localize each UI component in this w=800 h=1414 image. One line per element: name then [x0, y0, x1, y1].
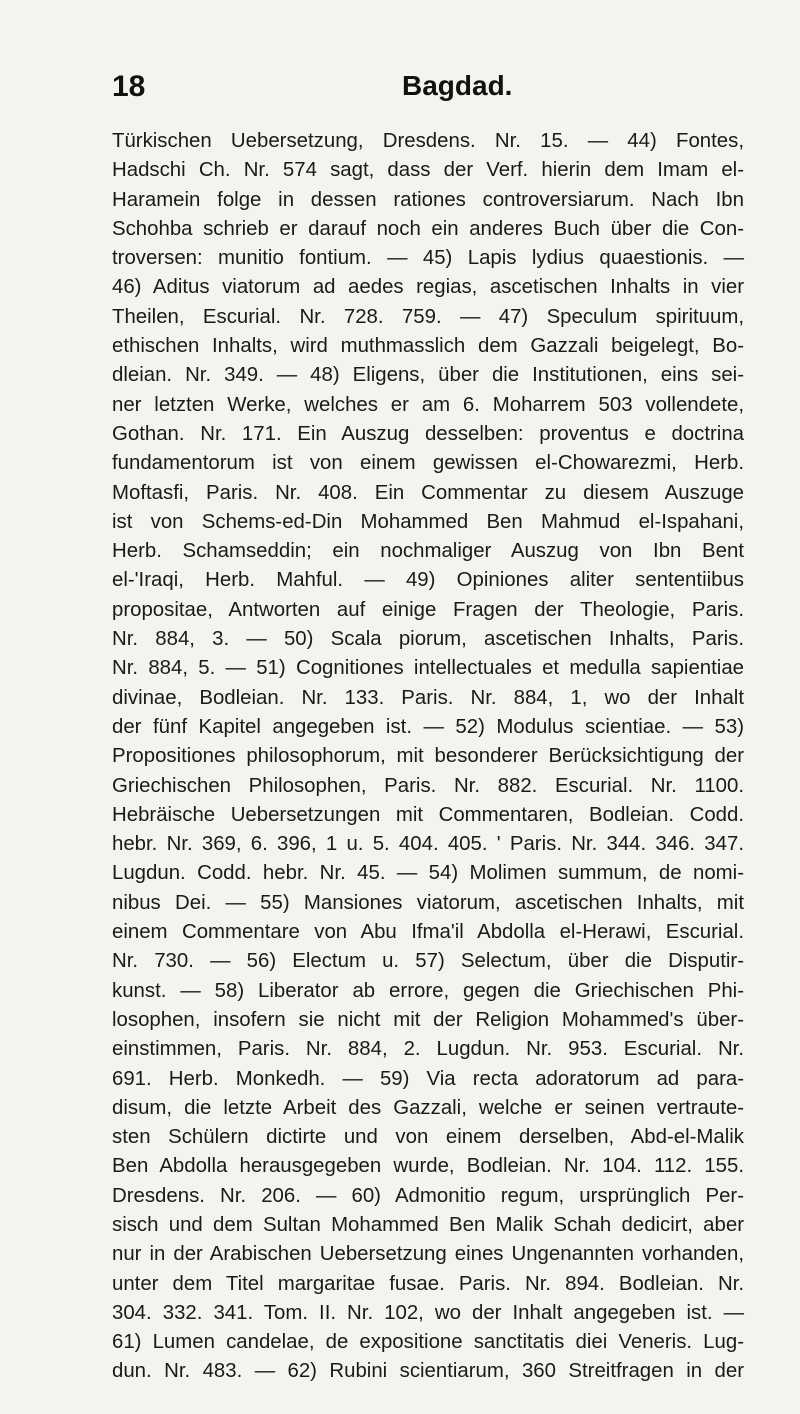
- text-line: fundamentorum ist von einem gewissen el-Chowarezmi, Herb.: [112, 452, 744, 475]
- text-line: einstimmen, Paris. Nr. 884, 2. Lugdun. Nr. 953. Escurial. Nr.: [112, 1038, 744, 1061]
- text-line: Schohba schrieb er darauf noch ein anderes Buch über die Con-: [112, 217, 744, 240]
- text-line: Griechischen Philosophen, Paris. Nr. 882. Escurial. Nr. 1100.: [112, 774, 744, 797]
- text-line: ist von Schems-ed-Din Mohammed Ben Mahmud el-Ispahani,: [112, 510, 744, 533]
- text-line: hebr. Nr. 369, 6. 396, 1 u. 5. 404. 405. ' Paris. Nr. 344. 346. 347.: [112, 833, 744, 856]
- text-line: losophen, insofern sie nicht mit der Religion Mohammed's über-: [112, 1008, 744, 1031]
- text-line: disum, die letzte Arbeit des Gazzali, welche er seinen vertraute-: [112, 1096, 744, 1119]
- text-line: propositae, Antworten auf einige Fragen der Theologie, Paris.: [112, 598, 744, 621]
- text-line: nibus Dei. — 55) Mansiones viatorum, ascetischen Inhalts, mit: [112, 891, 744, 914]
- body-text: [112, 127, 744, 1387]
- text-line: Haramein folge in dessen rationes controversiarum. Nach Ibn: [112, 188, 744, 211]
- text-line: Lugdun. Codd. hebr. Nr. 45. — 54) Molimen summum, de nomi-: [112, 862, 744, 885]
- running-head: Bagdad.: [402, 70, 513, 101]
- text-line: Nr. 884, 3. — 50) Scala piorum, ascetischen Inhalts, Paris.: [112, 628, 744, 651]
- text-line: ethischen Inhalts, wird muthmasslich dem Gazzali beigelegt, Bo-: [112, 335, 744, 358]
- text-line: Gothan. Nr. 171. Ein Auszug desselben: proventus e doctrina: [112, 422, 744, 445]
- text-line: unter dem Titel margaritae fusae. Paris. Nr. 894. Bodleian. Nr.: [112, 1272, 744, 1295]
- text-line: divinae, Bodleian. Nr. 133. Paris. Nr. 884, 1, wo der Inhalt: [112, 686, 744, 709]
- text-line: Nr. 730. — 56) Electum u. 57) Selectum, über die Disputir-: [112, 950, 744, 973]
- text-line: Nr. 884, 5. — 51) Cognitiones intellectuales et medulla sapientiae: [112, 657, 744, 680]
- text-line: Hebräische Uebersetzungen mit Commentaren, Bodleian. Codd.: [112, 803, 744, 826]
- text-line: sisch und dem Sultan Mohammed Ben Malik Schah dedicirt, aber: [112, 1213, 744, 1236]
- text-line: Herb. Schamseddin; ein nochmaliger Auszug von Ibn Bent: [112, 540, 744, 563]
- text-line: troversen: munitio fontium. — 45) Lapis lydius quaestionis. —: [112, 247, 744, 270]
- text-line: 46) Aditus viatorum ad aedes regias, ascetischen Inhalts in vier: [112, 276, 744, 299]
- text-line: dleian. Nr. 349. — 48) Eligens, über die Institutionen, eins sei-: [112, 364, 744, 387]
- text-line: el-'Iraqi, Herb. Mahful. — 49) Opiniones aliter sententiibus: [112, 569, 744, 592]
- text-line: einem Commentare von Abu Ifma'il Abdolla el-Herawi, Escurial.: [112, 921, 744, 944]
- text-line: 61) Lumen candelae, de expositione sanctitatis diei Veneris. Lug-: [112, 1331, 744, 1354]
- text-line: Hadschi Ch. Nr. 574 sagt, dass der Verf. hierin dem Imam el-: [112, 159, 744, 182]
- text-line: sten Schülern dictirte und von einem derselben, Abd-el-Malik: [112, 1126, 744, 1149]
- text-line: der fünf Kapitel angegeben ist. — 52) Modulus scientiae. — 53): [112, 715, 744, 738]
- text-line: dun. Nr. 483. — 62) Rubini scientiarum, 360 Streitfragen in der: [112, 1360, 744, 1383]
- text-line: Dresdens. Nr. 206. — 60) Admonitio regum, ursprünglich Per-: [112, 1184, 744, 1207]
- text-line: Ben Abdolla herausgegeben wurde, Bodleian. Nr. 104. 112. 155.: [112, 1155, 744, 1178]
- text-line: Theilen, Escurial. Nr. 728. 759. — 47) Speculum spirituum,: [112, 305, 744, 328]
- text-line: 304. 332. 341. Tom. II. Nr. 102, wo der Inhalt angegeben ist. —: [112, 1301, 744, 1324]
- text-line: Moftasfi, Paris. Nr. 408. Ein Commentar zu diesem Auszuge: [112, 481, 744, 504]
- text-line: ner letzten Werke, welches er am 6. Moharrem 503 vollendete,: [112, 393, 744, 416]
- text-line: nur in der Arabischen Uebersetzung eines Ungenannten vorhanden,: [112, 1243, 744, 1266]
- page-header: [112, 70, 732, 114]
- text-line: 691. Herb. Monkedh. — 59) Via recta adoratorum ad para-: [112, 1067, 744, 1090]
- text-line: Propositiones philosophorum, mit besonderer Berücksichtigung der: [112, 745, 744, 768]
- text-line: Türkischen Uebersetzung, Dresdens. Nr. 15. — 44) Fontes,: [112, 130, 744, 152]
- page-number: 18: [112, 70, 146, 103]
- text-line: kunst. — 58) Liberator ab errore, gegen die Griechischen Phi-: [112, 979, 744, 1002]
